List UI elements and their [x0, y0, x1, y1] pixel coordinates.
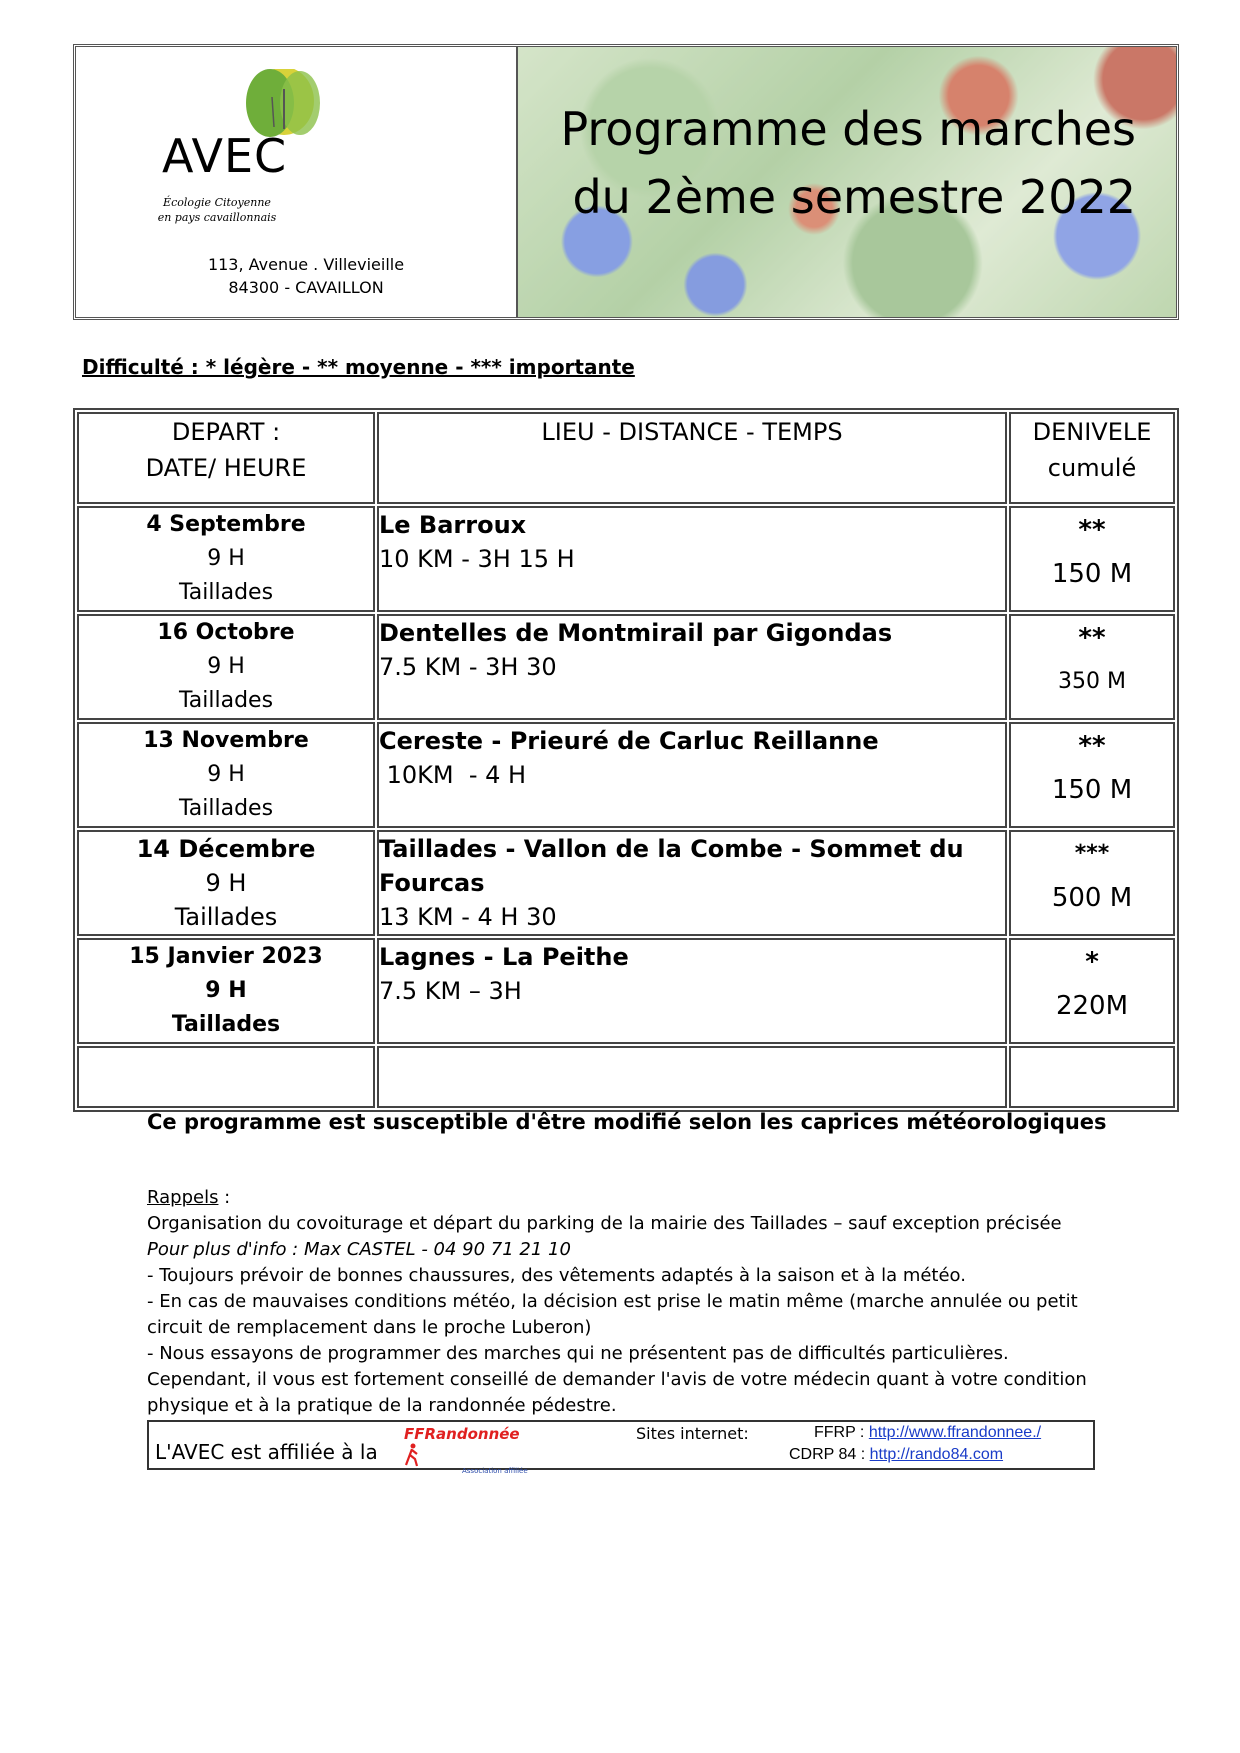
row-details: 7.5 KM – 3H: [379, 977, 522, 1005]
reminder-line: - En cas de mauvaises conditions météo, la décision est prise le matin même (marche annulée ou petit circuit de remplacement dans le proche Luberon): [147, 1291, 1078, 1338]
row-time: 9 H: [207, 546, 245, 571]
table-row: [77, 722, 1175, 828]
row-start: Taillades: [178, 688, 274, 713]
site-cdrp-link[interactable]: http://rando84.com: [869, 1446, 1004, 1463]
contact-info: Pour plus d'info : Max CASTEL - 04 90 71 21 10: [147, 1239, 571, 1260]
logo-tagline-1: Écologie Citoyenne: [163, 196, 271, 209]
site-ffrp: [814, 1424, 1041, 1442]
row-time: 9 H: [205, 869, 247, 897]
row-details: 10KM - 4 H: [379, 761, 527, 789]
ffr-brand: FFRandonnée: [404, 1425, 520, 1443]
row-place-cell: [377, 938, 1007, 1044]
row-details: 13 KM - 4 H 30: [379, 903, 557, 931]
header-elevation-line-2: cumulé: [1047, 454, 1137, 482]
header-box: [73, 44, 1179, 320]
empty-cell: [377, 1046, 1007, 1108]
row-elevation: 500 M: [1051, 883, 1133, 913]
difficulty-legend: Difficulté : * légère - ** moyenne - *** importante: [82, 355, 635, 379]
row-date-cell: [77, 506, 375, 612]
row-difficulty: *: [1085, 947, 1099, 977]
sites-label: Sites internet:: [636, 1424, 749, 1443]
table-row-empty: [77, 1046, 1175, 1108]
reminder-line: - Nous essayons de programmer des marches qui ne présentent pas de difficultés particulières. Cependant, il vous est fortement conseillé de demander l'avis de votre médecin quant à votre condition physique et à la pratique de la randonnée pédestre.: [147, 1343, 1087, 1416]
site-cdrp: [789, 1446, 1003, 1464]
logo-tagline-2: en pays cavaillonnais: [157, 211, 277, 224]
row-elevation-cell: [1009, 506, 1175, 612]
row-elevation: 350 M: [1058, 669, 1126, 694]
affiliation-text: L'AVEC est affiliée à la: [155, 1440, 378, 1464]
row-difficulty: **: [1078, 623, 1106, 653]
row-place: Cereste - Prieuré de Carluc Reillanne: [379, 727, 879, 755]
address-line-1: 113, Avenue . Villevieille: [207, 255, 405, 274]
row-elevation: 150 M: [1051, 559, 1133, 589]
row-start: Taillades: [171, 1012, 281, 1037]
title-line-1: Programme des marches: [560, 102, 1136, 156]
row-elevation-cell: [1009, 614, 1175, 720]
row-date-cell: [77, 938, 375, 1044]
reminder-line: Organisation du covoiturage et départ du parking de la mairie des Taillades – sauf exception précisée: [147, 1213, 1062, 1234]
address: [76, 253, 516, 299]
header-date-line-1: DEPART :: [171, 418, 281, 446]
walks-table: [73, 408, 1179, 1112]
row-start: Taillades: [178, 796, 274, 821]
site-ffrp-label: FFRP :: [814, 1424, 869, 1441]
row-time: 9 H: [207, 762, 245, 787]
table-row: [77, 938, 1175, 1044]
row-difficulty: **: [1078, 731, 1106, 761]
header-banner-image: [518, 47, 1176, 317]
affiliation-box: [147, 1420, 1095, 1475]
reminder-line: - Toujours prévoir de bonnes chaussures, des vêtements adaptés à la saison et à la météo.: [147, 1265, 966, 1286]
title-line-2: du 2ème semestre 2022: [572, 170, 1136, 224]
row-time: 9 H: [205, 978, 247, 1003]
row-start: Taillades: [174, 903, 278, 931]
table-header-row: [77, 412, 1175, 504]
row-date: 16 Octobre: [157, 620, 295, 645]
ffrandonnee-logo: [404, 1424, 534, 1475]
header-elevation-line-1: DENIVELE: [1032, 418, 1152, 446]
row-difficulty: **: [1078, 515, 1106, 545]
reminders-title: [147, 1185, 1097, 1211]
row-place: Lagnes - La Peithe: [379, 943, 629, 971]
row-date-cell: [77, 614, 375, 720]
weather-notice: Ce programme est susceptible d'être modifié selon les caprices météorologiques: [147, 1110, 1107, 1134]
row-start: Taillades: [178, 580, 274, 605]
row-elevation: 220M: [1055, 991, 1129, 1021]
table-row: [77, 506, 1175, 612]
header-date-line-2: DATE/ HEURE: [145, 454, 307, 482]
site-ffrp-link[interactable]: http://www.ffrandonnee./: [868, 1424, 1042, 1441]
ffr-subtitle: Association affiliée: [462, 1467, 528, 1475]
row-elevation-cell: [1009, 938, 1175, 1044]
address-line-2: 84300 - CAVAILLON: [228, 278, 384, 297]
empty-cell: [77, 1046, 375, 1108]
reminders-title-text: Rappels: [147, 1187, 219, 1208]
row-date-cell: [77, 722, 375, 828]
header-left: [76, 47, 518, 317]
empty-cell: [1009, 1046, 1175, 1108]
header-elevation: [1009, 412, 1175, 504]
row-date: 4 Septembre: [146, 512, 306, 537]
row-place: Taillades - Vallon de la Combe - Sommet du Fourcas: [379, 835, 964, 897]
logo-tagline: [152, 195, 282, 225]
logo-text: AVEC: [162, 129, 288, 183]
row-time: 9 H: [207, 654, 245, 679]
row-place-cell: [377, 506, 1007, 612]
reminders-title-colon: :: [218, 1187, 231, 1208]
row-difficulty: ***: [1074, 841, 1110, 866]
table-row: [77, 614, 1175, 720]
row-details: 7.5 KM - 3H 30: [379, 653, 557, 681]
row-place: Dentelles de Montmirail par Gigondas: [379, 619, 893, 647]
reminders: [147, 1185, 1097, 1419]
row-place-cell: [377, 614, 1007, 720]
hiker-icon: [404, 1443, 420, 1467]
row-elevation-cell: [1009, 830, 1175, 936]
site-cdrp-label: CDRP 84 :: [789, 1446, 870, 1463]
row-elevation: 150 M: [1051, 775, 1133, 805]
row-date: 13 Novembre: [143, 728, 309, 753]
header-date: [77, 412, 375, 504]
row-place-cell: [377, 830, 1007, 936]
row-place: Le Barroux: [379, 511, 527, 539]
row-date: 14 Décembre: [136, 835, 316, 863]
page-title: [560, 95, 1136, 231]
header-place: LIEU - DISTANCE - TEMPS: [377, 412, 1007, 504]
row-date-cell: [77, 830, 375, 936]
row-date: 15 Janvier 2023: [129, 944, 323, 969]
row-place-cell: [377, 722, 1007, 828]
table-row: [77, 830, 1175, 936]
row-details: 10 KM - 3H 15 H: [379, 545, 575, 573]
row-elevation-cell: [1009, 722, 1175, 828]
